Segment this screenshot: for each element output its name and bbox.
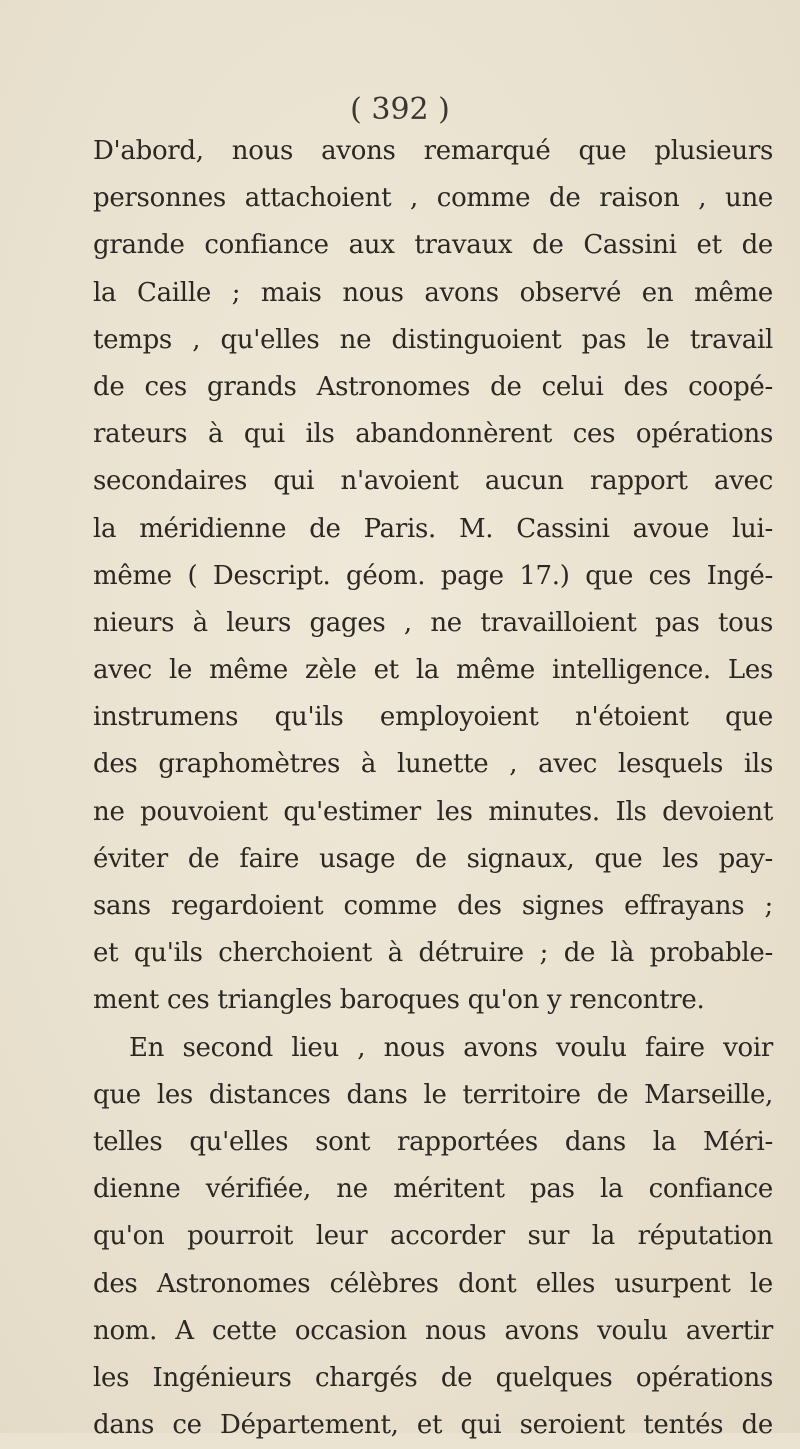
page-number: ( 392 ): [350, 92, 450, 127]
text-line: la méridienne de Paris. M. Cassini avoue lui-: [93, 513, 773, 544]
body-text: [93, 128, 773, 1449]
text-line: secondaires qui n'avoient aucun rapport avec: [93, 466, 773, 497]
text-line: ment ces triangles baroques qu'on y rencontre.: [93, 985, 705, 1016]
text-line: les Ingénieurs chargés de quelques opérations: [93, 1362, 773, 1393]
text-line: que les distances dans le territoire de Marseille,: [93, 1079, 773, 1110]
text-line: En second lieu , nous avons voulu faire voir: [129, 1032, 773, 1063]
text-line: avec le même zèle et la même intelligence. Les: [93, 655, 773, 686]
text-line: rateurs à qui ils abandonnèrent ces opérations: [93, 419, 773, 450]
text-line: personnes attachoient , comme de raison , une: [93, 183, 773, 214]
text-line: sans regardoient comme des signes effrayans ;: [93, 891, 773, 921]
text-line: des Astronomes célèbres dont elles usurpent le: [93, 1268, 773, 1299]
text-line: dienne vérifiée, ne méritent pas la confiance: [93, 1174, 773, 1205]
text-line: même ( Descript. géom. page 17.) que ces Ingé-: [93, 560, 773, 591]
text-line: nieurs à leurs gages , ne travailloient pas tous: [93, 607, 773, 638]
text-line: de ces grands Astronomes de celui des coopé-: [93, 371, 773, 402]
text-line: instrumens qu'ils employoient n'étoient que: [93, 702, 773, 733]
text-line: temps , qu'elles ne distinguoient pas le travail: [93, 324, 773, 355]
text-line: grande confiance aux travaux de Cassini et de: [93, 230, 773, 261]
text-line: éviter de faire usage de signaux, que les pay-: [93, 843, 773, 874]
text-line: qu'on pourroit leur accorder sur la réputation: [93, 1221, 773, 1252]
text-line: des graphomètres à lunette , avec lesquels ils: [93, 749, 773, 780]
text-line: nom. A cette occasion nous avons voulu avertir: [93, 1315, 773, 1346]
text-line: D'abord, nous avons remarqué que plusieurs: [93, 136, 773, 166]
text-line: ne pouvoient qu'estimer les minutes. Ils devoient: [93, 796, 773, 827]
text-line: telles qu'elles sont rapportées dans la Méri-: [93, 1126, 773, 1157]
text-line: dans ce Département, et qui seroient tentés de: [93, 1410, 773, 1441]
text-line: la Caille ; mais nous avons observé en même: [93, 277, 773, 308]
text-line: et qu'ils cherchoient à détruire ; de là probable-: [93, 938, 773, 969]
